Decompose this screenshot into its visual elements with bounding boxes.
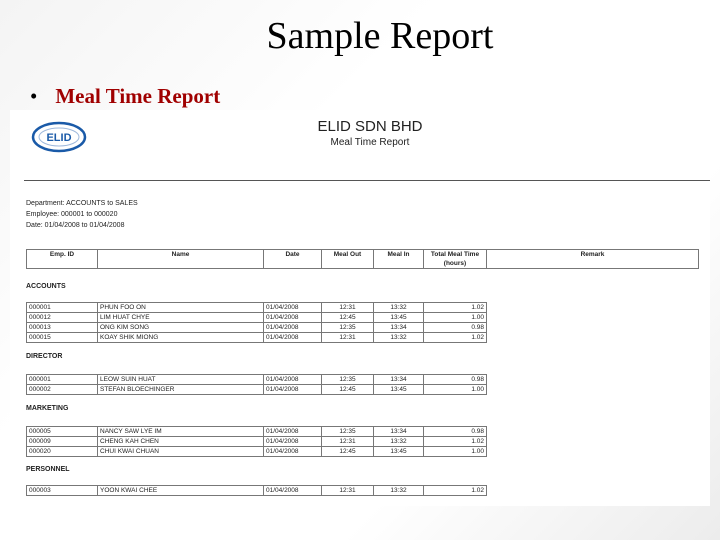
cell-emp-id: 000009 (27, 437, 98, 447)
company-name: ELID SDN BHD (317, 118, 423, 135)
cell-emp-id: 000015 (27, 333, 98, 343)
cell-meal-in: 13:34 (374, 427, 424, 437)
header-row (27, 250, 699, 269)
cell-emp-id: 000005 (27, 427, 98, 437)
cell-name: YOON KWAI CHEE (98, 486, 264, 496)
cell-emp-id: 000001 (27, 303, 98, 313)
cell-date: 01/04/2008 (264, 447, 322, 457)
cell-name: ONG KIM SONG (98, 323, 264, 333)
cell-meal-in: 13:32 (374, 303, 424, 313)
cell-meal-out: 12:31 (322, 303, 374, 313)
report-image (10, 110, 710, 506)
cell-meal-out: 12:31 (322, 333, 374, 343)
cell-meal-out: 12:31 (322, 437, 374, 447)
table-row (27, 375, 487, 385)
table-row (27, 323, 487, 333)
section-table (26, 485, 487, 496)
col-header-meal-out: Meal Out (322, 250, 374, 269)
section-table (26, 374, 487, 395)
section-label: ACCOUNTS (26, 283, 66, 290)
table-row (27, 447, 487, 457)
section-table (26, 426, 487, 457)
col-header-name: Name (98, 250, 264, 269)
bullet-symbol: • (30, 84, 38, 108)
cell-meal-in: 13:34 (374, 375, 424, 385)
section-table (26, 302, 487, 343)
section-label: PERSONNEL (26, 466, 70, 473)
table-row (27, 303, 487, 313)
cell-date: 01/04/2008 (264, 375, 322, 385)
cell-meal-out: 12:45 (322, 313, 374, 323)
table-row (27, 427, 487, 437)
cell-date: 01/04/2008 (264, 323, 322, 333)
col-header-meal-in: Meal In (374, 250, 424, 269)
cell-meal-in: 13:32 (374, 486, 424, 496)
cell-total: 1.02 (424, 303, 487, 313)
table-row (27, 385, 487, 395)
logo-text: ELID (46, 132, 72, 144)
cell-emp-id: 000020 (27, 447, 98, 457)
cell-emp-id: 000013 (27, 323, 98, 333)
cell-meal-out: 12:35 (322, 323, 374, 333)
meta-department: Department: ACCOUNTS to SALES (26, 200, 138, 207)
cell-date: 01/04/2008 (264, 385, 322, 395)
cell-date: 01/04/2008 (264, 486, 322, 496)
cell-total: 1.02 (424, 333, 487, 343)
cell-date: 01/04/2008 (264, 303, 322, 313)
cell-meal-in: 13:45 (374, 447, 424, 457)
cell-meal-out: 12:45 (322, 447, 374, 457)
cell-emp-id: 000002 (27, 385, 98, 395)
column-header-table (26, 249, 699, 269)
cell-emp-id: 000001 (27, 375, 98, 385)
cell-total: 1.00 (424, 447, 487, 457)
cell-name: CHUI KWAI CHUAN (98, 447, 264, 457)
cell-name: LEOW SUIN HUAT (98, 375, 264, 385)
cell-name: NANCY SAW LYE IM (98, 427, 264, 437)
cell-total: 0.98 (424, 375, 487, 385)
bullet-item (30, 84, 220, 109)
cell-meal-in: 13:45 (374, 313, 424, 323)
cell-meal-out: 12:35 (322, 427, 374, 437)
cell-name: CHENG KAH CHEN (98, 437, 264, 447)
cell-name: STEFAN BLOECHINGER (98, 385, 264, 395)
table-row (27, 313, 487, 323)
table-row (27, 486, 487, 496)
cell-date: 01/04/2008 (264, 437, 322, 447)
cell-total: 1.00 (424, 385, 487, 395)
cell-date: 01/04/2008 (264, 333, 322, 343)
cell-meal-out: 12:35 (322, 375, 374, 385)
report-subtitle: Meal Time Report (330, 137, 410, 148)
cell-meal-out: 12:31 (322, 486, 374, 496)
cell-total: 1.00 (424, 313, 487, 323)
section-label: DIRECTOR (26, 353, 63, 360)
cell-total: 0.98 (424, 323, 487, 333)
table-row (27, 333, 487, 343)
meta-date: Date: 01/04/2008 to 01/04/2008 (26, 222, 125, 229)
cell-meal-in: 13:32 (374, 333, 424, 343)
cell-total: 1.02 (424, 437, 487, 447)
cell-date: 01/04/2008 (264, 427, 322, 437)
slide-title: Sample Report (266, 15, 494, 57)
cell-total: 0.98 (424, 427, 487, 437)
cell-total: 1.02 (424, 486, 487, 496)
cell-meal-out: 12:45 (322, 385, 374, 395)
cell-emp-id: 000012 (27, 313, 98, 323)
cell-name: LIM HUAT CHYE (98, 313, 264, 323)
cell-name: KOAY SHIK MIONG (98, 333, 264, 343)
header-divider (24, 180, 710, 181)
col-header-total: Total Meal Time (hours) (424, 250, 487, 269)
cell-meal-in: 13:45 (374, 385, 424, 395)
col-header-emp-id: Emp. ID (27, 250, 98, 269)
cell-meal-in: 13:34 (374, 323, 424, 333)
cell-emp-id: 000003 (27, 486, 98, 496)
col-header-remark: Remark (487, 250, 699, 269)
cell-name: PHUN FOO ON (98, 303, 264, 313)
col-header-date: Date (264, 250, 322, 269)
cell-date: 01/04/2008 (264, 313, 322, 323)
cell-meal-in: 13:32 (374, 437, 424, 447)
section-label: MARKETING (26, 405, 69, 412)
bullet-text: Meal Time Report (55, 84, 221, 108)
table-row (27, 437, 487, 447)
meta-employee: Employee: 000001 to 000020 (26, 211, 118, 218)
